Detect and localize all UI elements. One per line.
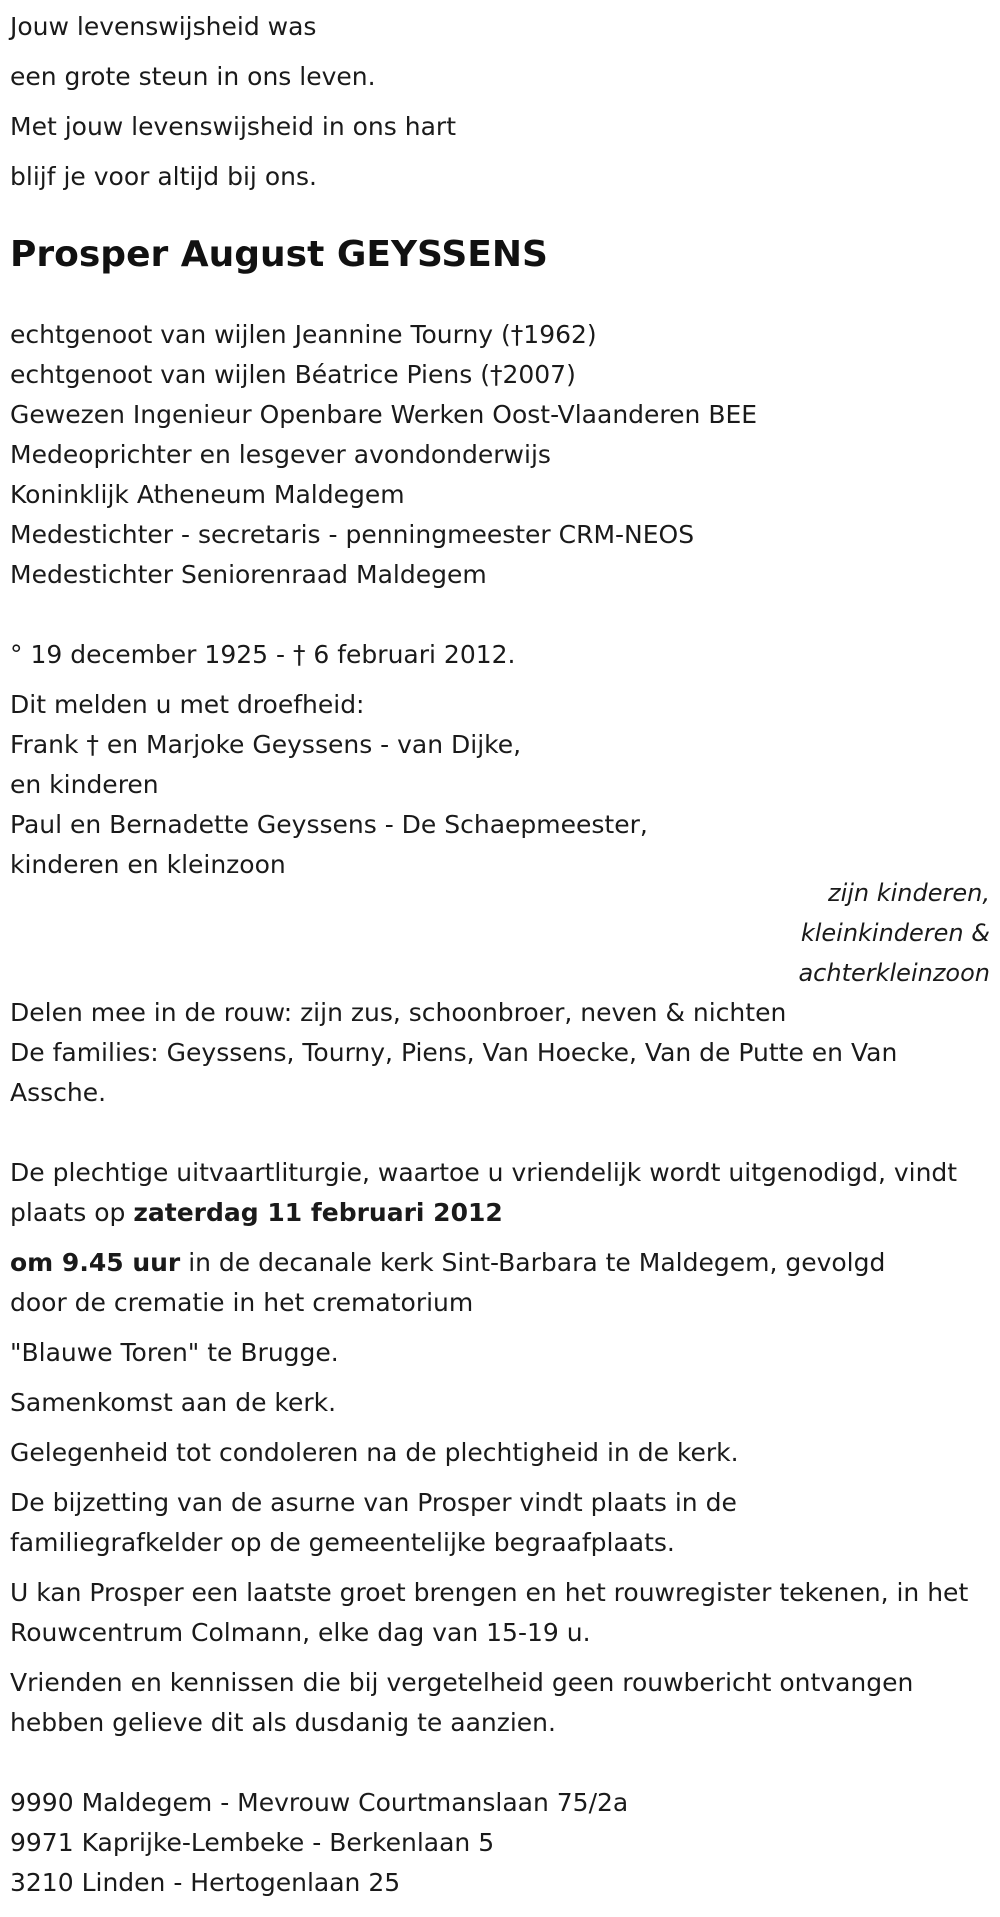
life-dates: ° 19 december 1925 - † 6 februari 2012. xyxy=(10,640,516,669)
notice-paragraph: Vrienden en kennissen die bij vergetelheid geen rouwbericht ontvangen hebben gelieve dit als dusdanig te aanzien. xyxy=(10,1668,914,1737)
title-line: Medeoprichter en lesgever avondonderwijs xyxy=(10,440,551,469)
crematorium-line: "Blauwe Toren" te Brugge. xyxy=(10,1338,339,1367)
visit-paragraph: U kan Prosper een laatste groet brengen en het rouwregister tekenen, in het Rouwcentrum Colmann, elke dag van 15-19 u. xyxy=(10,1578,969,1647)
poem-line: Met jouw levenswijsheid in ons hart xyxy=(10,112,456,141)
family-line: kinderen en kleinzoon xyxy=(10,850,286,879)
funeral-intro-text: De plechtige uitvaartliturgie, waartoe u vriendelijk wordt uitgenodigd, vindt plaats op xyxy=(10,1158,958,1227)
title-line: echtgenoot van wijlen Béatrice Piens (†2007) xyxy=(10,360,576,389)
announcement-intro: Dit melden u met droefheid: xyxy=(10,690,365,719)
address-line: 9971 Kaprijke-Lembeke - Berkenlaan 5 xyxy=(10,1828,495,1857)
funeral-location-text: in de decanale kerk Sint-Barbara te Maldegem, gevolgd door de crematie in het crematorium xyxy=(10,1248,886,1317)
deceased-name: Prosper August GEYSSENS xyxy=(10,234,548,275)
title-line: Medestichter Seniorenraad Maldegem xyxy=(10,560,487,589)
announcement xyxy=(10,685,1000,885)
burial-paragraph: De bijzetting van de asurne van Prosper vindt plaats in de familiegrafkelder op de gemeentelijke begraafplaats. xyxy=(10,1488,737,1557)
funeral-intro xyxy=(10,1153,970,1233)
signoff-line: achterkleinzoon xyxy=(798,959,990,987)
addresses xyxy=(10,1783,1000,1903)
families-line: De families: Geyssens, Tourny, Piens, Van Hoecke, Van de Putte en Van Assche. xyxy=(10,1038,898,1107)
gathering-line: Samenkomst aan de kerk. xyxy=(10,1388,337,1417)
signoff xyxy=(10,873,1000,993)
funeral-location xyxy=(10,1243,950,1323)
title-line: echtgenoot van wijlen Jeannine Tourny (†1962) xyxy=(10,320,597,349)
title-line: Gewezen Ingenieur Openbare Werken Oost-Vlaanderen BEE xyxy=(10,400,758,429)
funeral-time: om 9.45 uur xyxy=(10,1248,181,1277)
address-line: 3210 Linden - Hertogenlaan 25 xyxy=(10,1868,401,1897)
family-line: Paul en Bernadette Geyssens - De Schaepmeester, xyxy=(10,810,648,839)
condolences-line: Gelegenheid tot condoleren na de plechtigheid in de kerk. xyxy=(10,1438,739,1467)
poem xyxy=(10,0,1000,197)
poem-line: Jouw levenswijsheid was xyxy=(10,12,317,41)
poem-line: blijf je voor altijd bij ons. xyxy=(10,162,317,191)
signoff-line: zijn kinderen, xyxy=(827,879,990,907)
titles-list xyxy=(10,315,1000,595)
address-line: 9990 Maldegem - Mevrouw Courtmanslaan 75/2a xyxy=(10,1788,629,1817)
signoff-line: kleinkinderen & xyxy=(800,919,990,947)
family-line: Frank † en Marjoke Geyssens - van Dijke, xyxy=(10,730,522,759)
poem-line: een grote steun in ons leven. xyxy=(10,62,376,91)
title-line: Koninklijk Atheneum Maldegem xyxy=(10,480,405,509)
family-line: en kinderen xyxy=(10,770,159,799)
funeral-date: zaterdag 11 februari 2012 xyxy=(133,1198,503,1227)
title-line: Medestichter - secretaris - penningmeester CRM-NEOS xyxy=(10,520,695,549)
mourners-line: Delen mee in de rouw: zijn zus, schoonbroer, neven & nichten xyxy=(10,998,787,1027)
